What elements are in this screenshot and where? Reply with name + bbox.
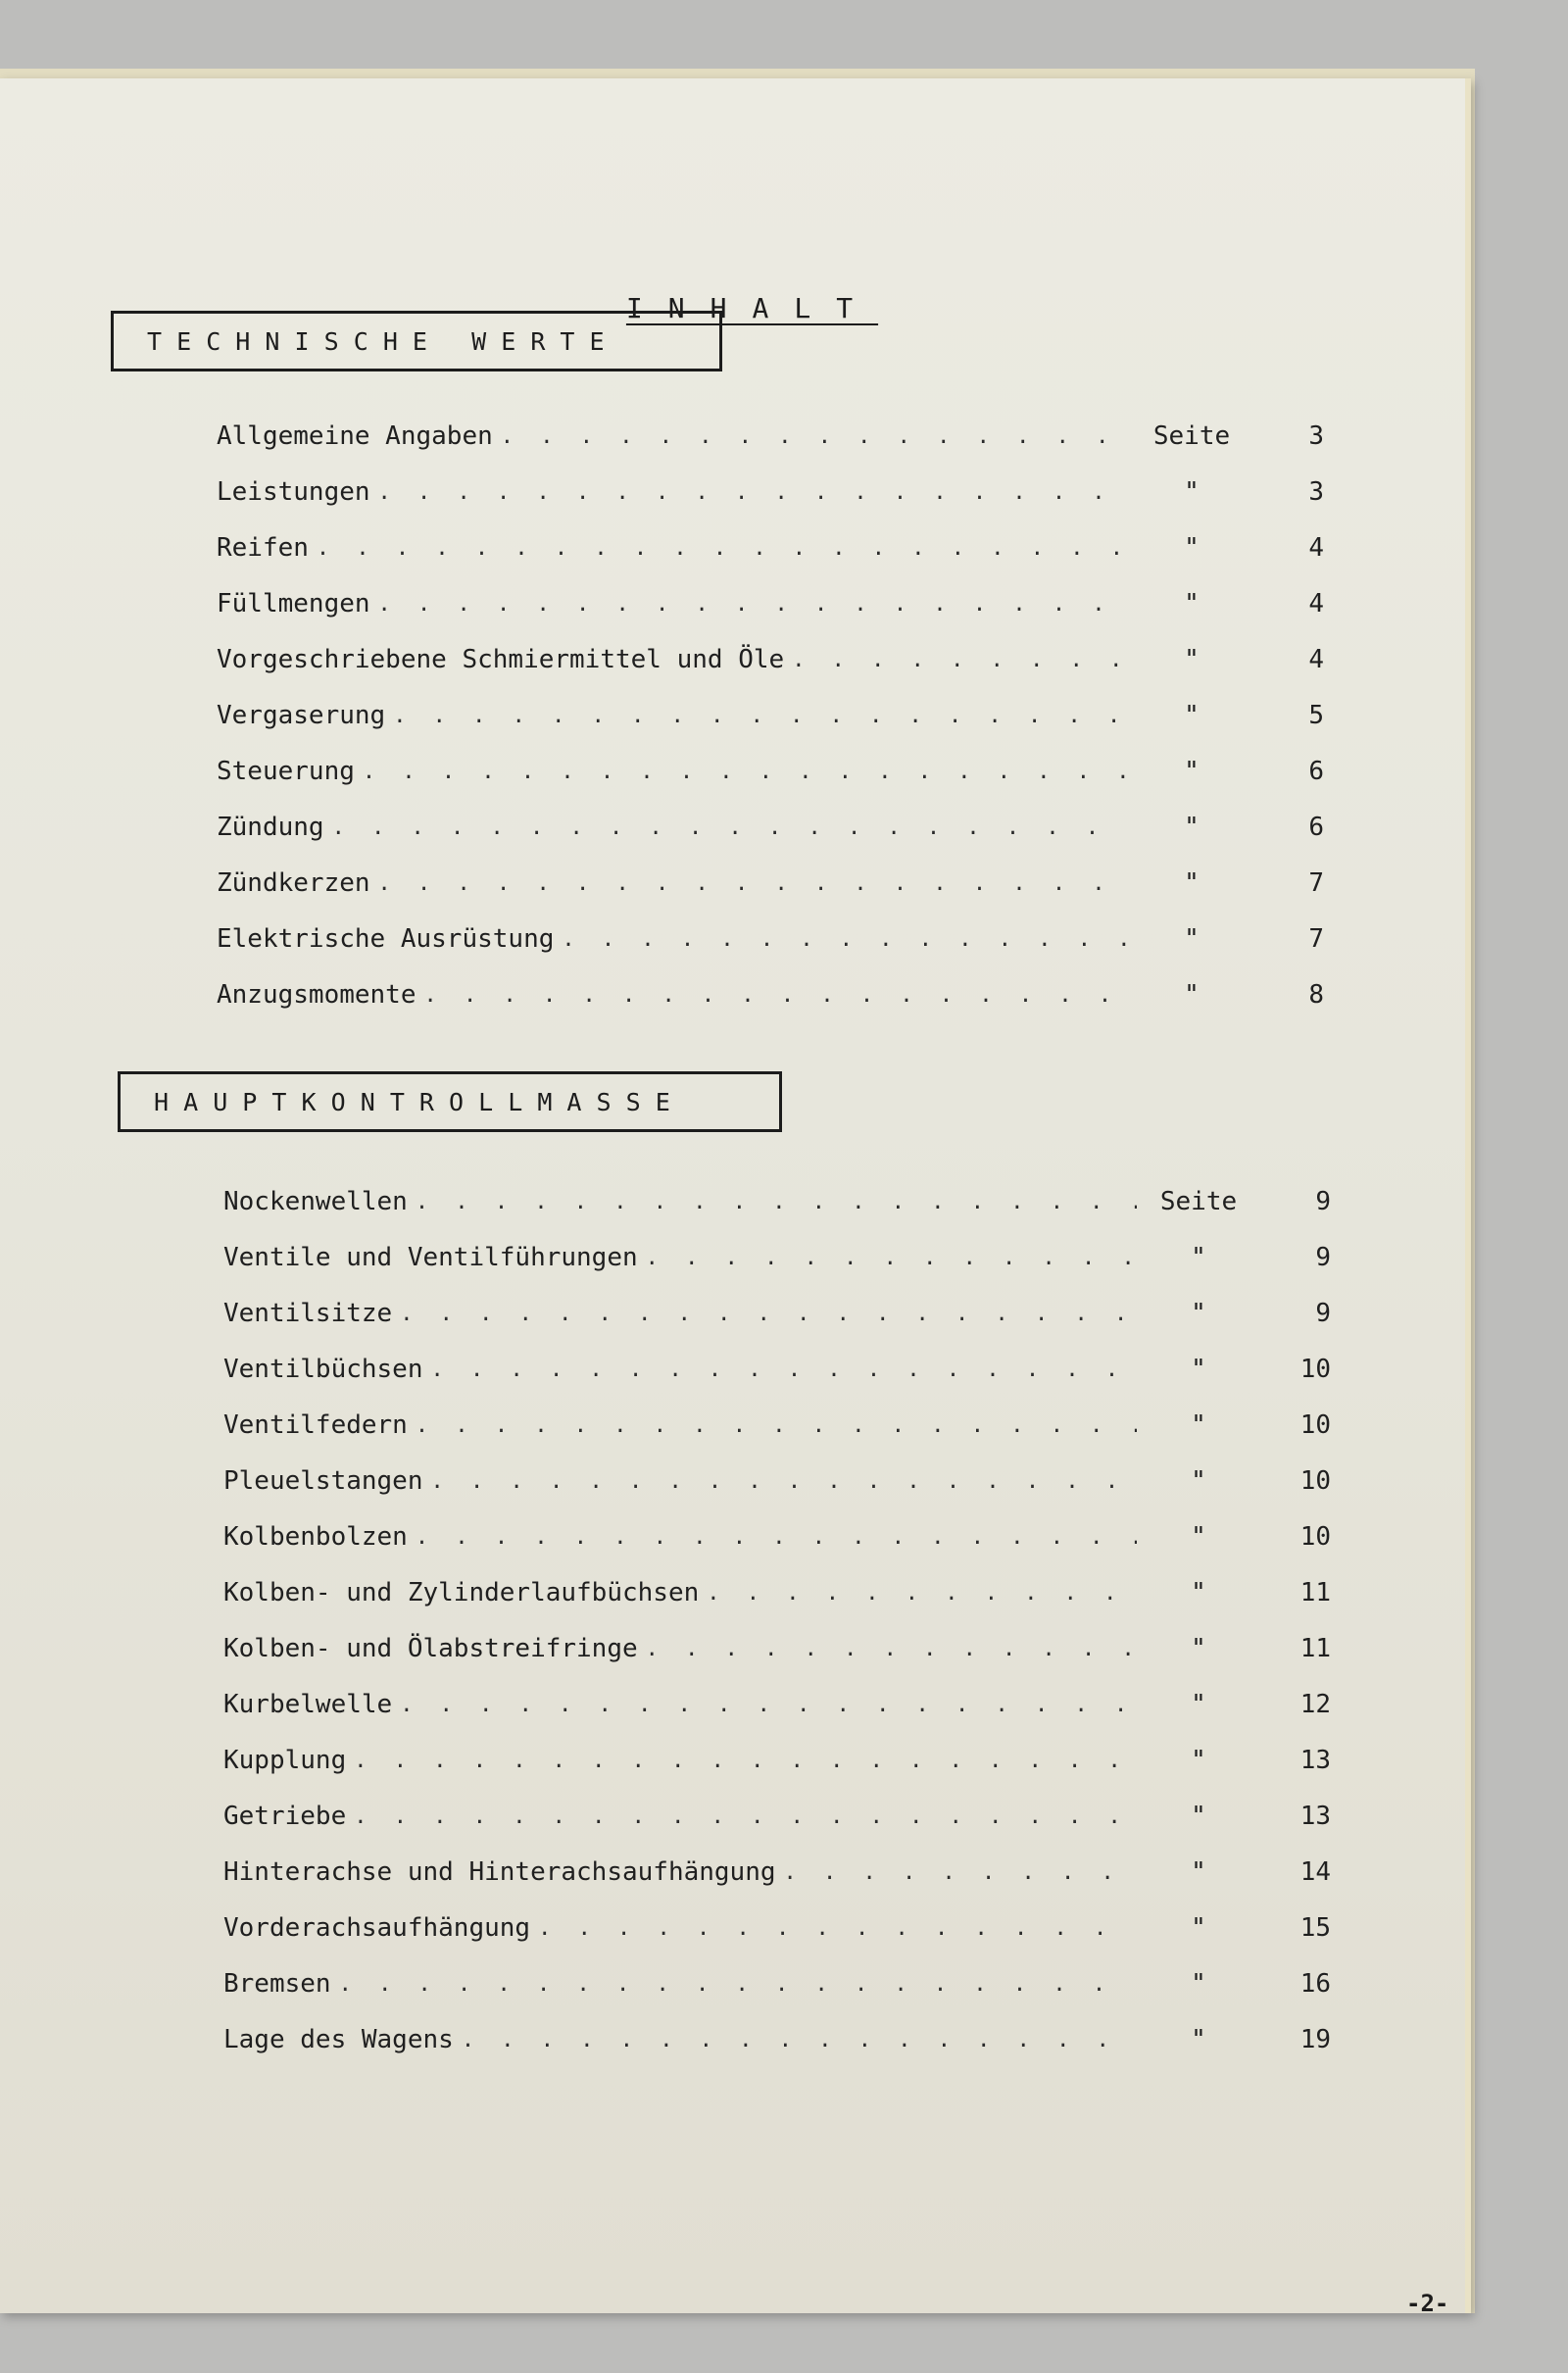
- toc-entry-label: Füllmengen: [217, 589, 370, 618]
- toc-entry: [223, 1406, 1331, 1445]
- toc-entry-page: 14: [1299, 1857, 1331, 1887]
- dot-leader: [562, 927, 1130, 952]
- toc-entry-ref: ": [1191, 1578, 1206, 1607]
- toc-entry-label: Nockenwellen: [223, 1187, 408, 1216]
- toc-entry-ref: ": [1191, 1355, 1206, 1384]
- toc-entry-label: Getriebe: [223, 1802, 347, 1831]
- dot-leader: [416, 1190, 1137, 1214]
- toc-entry-ref: ": [1191, 1243, 1206, 1272]
- toc-entry-page: 10: [1299, 1355, 1331, 1384]
- toc-entry-label: Ventilsitze: [223, 1299, 393, 1328]
- toc-entry-label: Zündung: [217, 813, 324, 842]
- toc-entry-label: Kurbelwelle: [223, 1690, 393, 1719]
- dot-leader: [378, 480, 1130, 505]
- toc-entry-label: Ventile und Ventilführungen: [223, 1243, 638, 1272]
- toc-entry-page: 7: [1308, 868, 1324, 898]
- dot-leader: [646, 1246, 1137, 1270]
- toc-entry: [217, 919, 1324, 959]
- dot-leader: [784, 1860, 1137, 1885]
- toc-entry-ref: Seite: [1159, 1187, 1238, 1216]
- dot-leader: [538, 1916, 1137, 1941]
- toc-entry: [223, 1629, 1331, 1668]
- dot-leader: [424, 983, 1131, 1008]
- toc-entry-page: 10: [1299, 1522, 1331, 1552]
- toc-entry: [217, 528, 1324, 568]
- toc-entry-ref: ": [1191, 1690, 1206, 1719]
- toc-entry: [223, 1350, 1331, 1389]
- toc-entry: [217, 417, 1324, 456]
- toc-entry-label: Kolben- und Ölabstreifringe: [223, 1634, 638, 1663]
- dot-leader: [462, 2028, 1137, 2052]
- toc-entry-page: 11: [1299, 1634, 1331, 1663]
- toc-entry-ref: ": [1191, 2025, 1206, 2054]
- toc-entry: [223, 1685, 1331, 1724]
- toc-entry-ref: ": [1184, 757, 1200, 786]
- toc-entry-page: 19: [1299, 2025, 1331, 2054]
- toc-entry: [223, 1741, 1331, 1780]
- toc-entry-label: Reifen: [217, 533, 309, 563]
- toc-entry: [223, 1908, 1331, 1948]
- dot-leader: [707, 1581, 1137, 1606]
- toc-entry-label: Leistungen: [217, 477, 370, 507]
- toc-entry-page: 10: [1299, 1466, 1331, 1496]
- toc-entry-ref: Seite: [1152, 421, 1231, 451]
- toc-entry-ref: ": [1191, 1634, 1206, 1663]
- page-number: -2-: [1406, 2290, 1449, 2317]
- toc-entry-page: 3: [1308, 477, 1324, 507]
- toc-entry-page: 4: [1308, 589, 1324, 618]
- toc-entry: [223, 2020, 1331, 2059]
- toc-entry-label: Vorgeschriebene Schmiermittel und Öle: [217, 645, 785, 674]
- toc-entry-label: Ventilfedern: [223, 1410, 408, 1440]
- toc-entry-label: Vergaserung: [217, 701, 386, 730]
- toc-entry-page: 9: [1315, 1243, 1331, 1272]
- toc-entry-ref: ": [1184, 533, 1200, 563]
- toc-entry: [223, 1573, 1331, 1612]
- toc-entry-page: 5: [1308, 701, 1324, 730]
- toc-entry: [223, 1517, 1331, 1557]
- toc-entry-page: 6: [1308, 813, 1324, 842]
- toc-entry-label: Allgemeine Angaben: [217, 421, 493, 451]
- toc-entry-page: 16: [1299, 1969, 1331, 1999]
- toc-entry-ref: ": [1184, 477, 1200, 507]
- dot-leader: [646, 1637, 1137, 1661]
- toc-entry-page: 12: [1299, 1690, 1331, 1719]
- toc-entry-ref: ": [1191, 1299, 1206, 1328]
- toc-entry: [223, 1294, 1331, 1333]
- toc-entry-label: Zündkerzen: [217, 868, 370, 898]
- toc-entry-ref: ": [1191, 1969, 1206, 1999]
- toc-entry-label: Bremsen: [223, 1969, 331, 1999]
- toc-entry: [217, 696, 1324, 735]
- toc-entry-ref: ": [1184, 589, 1200, 618]
- toc-entry-page: 3: [1308, 421, 1324, 451]
- toc-entry-ref: ": [1191, 1466, 1206, 1496]
- dot-leader: [378, 871, 1130, 896]
- dot-leader: [393, 704, 1130, 728]
- toc-entry: [217, 975, 1324, 1014]
- toc-entry: [217, 472, 1324, 512]
- section-heading-hauptkontrollmasse: H A U P T K O N T R O L L M A S S E: [118, 1071, 782, 1132]
- toc-entry-page: 4: [1308, 645, 1324, 674]
- dot-leader: [416, 1525, 1137, 1550]
- section-heading-technische-werte: T E C H N I S C H E W E R T E: [111, 311, 722, 371]
- toc-entry: [217, 864, 1324, 903]
- toc-entry-ref: ": [1184, 701, 1200, 730]
- dot-leader: [400, 1302, 1137, 1326]
- toc-entry-page: 13: [1299, 1802, 1331, 1831]
- toc-entry-ref: ": [1184, 924, 1200, 954]
- toc-entry-page: 9: [1315, 1299, 1331, 1328]
- toc-entry-label: Vorderachsaufhängung: [223, 1913, 531, 1943]
- page-title: INHALT: [625, 292, 879, 324]
- toc-entry-label: Lage des Wagens: [223, 2025, 454, 2054]
- toc-entry-label: Kolben- und Zylinderlaufbüchsen: [223, 1578, 700, 1607]
- toc-entry: [217, 584, 1324, 623]
- toc-entry-page: 7: [1308, 924, 1324, 954]
- toc-entry-ref: ": [1184, 980, 1200, 1010]
- toc-entry-ref: ": [1191, 1857, 1206, 1887]
- dot-leader: [400, 1693, 1137, 1717]
- toc-entry: [223, 1461, 1331, 1501]
- toc-entry-label: Kupplung: [223, 1746, 347, 1775]
- toc-entry-page: 11: [1299, 1578, 1331, 1607]
- toc-entry-page: 4: [1308, 533, 1324, 563]
- toc-entry: [223, 1182, 1331, 1221]
- toc-entry-ref: ": [1184, 645, 1200, 674]
- toc-entry-ref: ": [1191, 1802, 1206, 1831]
- document-page: [0, 78, 1471, 2317]
- dot-leader: [501, 424, 1130, 449]
- dot-leader: [431, 1358, 1138, 1382]
- dot-leader: [354, 1749, 1137, 1773]
- toc-entry-label: Ventilbüchsen: [223, 1355, 423, 1384]
- toc-entry-page: 13: [1299, 1746, 1331, 1775]
- toc-entry-ref: ": [1184, 868, 1200, 898]
- toc-entry-page: 8: [1308, 980, 1324, 1010]
- toc-entry: [223, 1853, 1331, 1892]
- toc-entry: [223, 1797, 1331, 1836]
- toc-entry-label: Anzugsmomente: [217, 980, 416, 1010]
- toc-entry-label: Elektrische Ausrüstung: [217, 924, 555, 954]
- dot-leader: [431, 1469, 1138, 1494]
- toc-entry-ref: ": [1191, 1410, 1206, 1440]
- dot-leader: [339, 1972, 1137, 1997]
- toc-entry-page: 10: [1299, 1410, 1331, 1440]
- toc-entry-label: Steuerung: [217, 757, 355, 786]
- toc-entry-label: Pleuelstangen: [223, 1466, 423, 1496]
- toc-entry: [217, 808, 1324, 847]
- toc-entry: [217, 752, 1324, 791]
- toc-entry: [223, 1964, 1331, 2003]
- toc-entry-ref: ": [1191, 1746, 1206, 1775]
- dot-leader: [378, 592, 1130, 617]
- toc-entry: [217, 640, 1324, 679]
- toc-entry-ref: ": [1191, 1913, 1206, 1943]
- toc-entry-page: 6: [1308, 757, 1324, 786]
- toc-entry-label: Kolbenbolzen: [223, 1522, 408, 1552]
- dot-leader: [792, 648, 1130, 672]
- dot-leader: [317, 536, 1130, 561]
- toc-entry-ref: ": [1184, 813, 1200, 842]
- toc-entry-label: Hinterachse und Hinterachsaufhängung: [223, 1857, 776, 1887]
- toc-entry-ref: ": [1191, 1522, 1206, 1552]
- toc-entry: [223, 1238, 1331, 1277]
- dot-leader: [363, 760, 1130, 784]
- toc-entry-page: 15: [1299, 1913, 1331, 1943]
- dot-leader: [332, 816, 1130, 840]
- toc-entry-page: 9: [1315, 1187, 1331, 1216]
- dot-leader: [354, 1804, 1137, 1829]
- dot-leader: [416, 1413, 1137, 1438]
